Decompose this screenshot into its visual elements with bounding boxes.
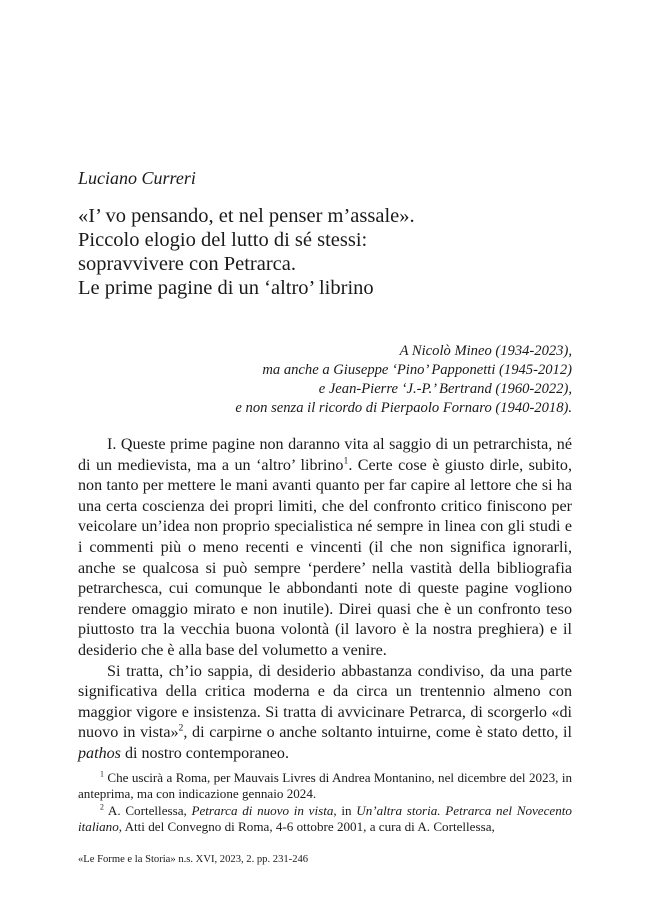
- dedication-line-2: ma anche a Giuseppe ‘Pino’ Papponetti (1945-2012): [262, 362, 572, 378]
- footnote-ref-2: 2: [178, 722, 184, 734]
- article-title: [78, 204, 578, 300]
- footnote-2-title-1: Petrarca di nuovo in vista: [191, 802, 334, 818]
- footnote-2-rest: , Atti del Convegno di Roma, 4-6 ottobre 2001, a cura di A. Cortellessa,: [118, 819, 495, 835]
- footnotes: [78, 770, 572, 836]
- dedication-line-3: e Jean-Pierre ‘J.-P.’ Bertrand (1960-2022),: [318, 381, 572, 397]
- dedication-line-4: e non senza il ricordo di Pierpaolo Fornaro (1940-2018).: [235, 400, 572, 416]
- author-name: Luciano Curreri: [78, 168, 196, 188]
- paragraph-1: [78, 435, 572, 662]
- footnote-2-author: A. Cortellessa,: [107, 802, 192, 818]
- paragraph-1-text-b: . Certe cose è giusto dirle, subito, non tanto per mettere le mani avanti quanto per far capire al lettore che si ha una certa coscienza dei propri limiti, che del confronto critico finiscono per veicolare un’idea non proprio specialistica né sempre in linea con gli studi e i commenti più o meno recenti e vincenti (il che non significa ignorarli, anche se qualcosa si può sempre ‘perdere’ nella vastità della bibliografia petrarchesca, cui comunque le abbondanti note di queste pagine vogliono rendere omaggio mirato e non inutile). Direi quasi che è un confronto teso piuttosto tra la vecchia buona volontà (il lavoro è la nostra preghiera) e il desiderio che è alla base del volumetto a venire.: [78, 456, 572, 659]
- footnote-2-in: , in: [333, 802, 357, 818]
- footnote-1-number: 1: [100, 769, 104, 779]
- dedication: [78, 342, 572, 418]
- paragraph-2: [78, 662, 572, 765]
- paragraph-1-text-a: I. Queste prime pagine non daranno vita al saggio di un petrarchista, né di un medievista, ma a un ‘altro’ librino: [78, 436, 572, 474]
- title-line-2: Piccolo elogio del lutto di sé stessi:: [78, 229, 368, 251]
- dedication-line-1: A Nicolò Mineo (1934-2023),: [399, 343, 572, 359]
- title-line-1: «I’ vo pensando, et nel penser m’assale».: [78, 205, 415, 227]
- paragraph-2-text-c: di nostro contemporaneo.: [120, 744, 289, 762]
- paragraph-2-italic: pathos: [78, 744, 121, 762]
- journal-footer: «Le Forme e la Storia» n.s. XVI, 2023, 2. pp. 231-246: [78, 854, 309, 865]
- paragraph-2-text-b: , di carpirne o anche soltanto intuirne, come è stato detto, il: [183, 724, 572, 742]
- title-line-4: Le prime pagine di un ‘altro’ librino: [78, 277, 374, 299]
- paragraph-2-text-a: Si tratta, ch’io sappia, di desiderio abbastanza condiviso, da una parte significativa della critica moderna e da circa un trentennio almeno con maggior vigore e insistenza. Si tratta di avvicinare Petrarca, di scorgerlo «di nuovo in vista»: [78, 662, 572, 742]
- footnote-2-title-2: Un’altra storia. Petrarca nel Novecento italiano: [78, 802, 572, 835]
- footnote-2: [78, 803, 572, 836]
- footnote-1: [78, 770, 572, 803]
- footnote-ref-1: 1: [343, 455, 349, 467]
- body-text: [78, 435, 572, 765]
- footnote-1-text: Che uscirà a Roma, per Mauvais Livres di Andrea Montanino, nel dicembre del 2023, in anteprima, ma con indicazione gennaio 2024.: [78, 770, 572, 802]
- footnote-2-number: 2: [100, 802, 104, 812]
- title-line-3: sopravvivere con Petrarca.: [78, 253, 296, 275]
